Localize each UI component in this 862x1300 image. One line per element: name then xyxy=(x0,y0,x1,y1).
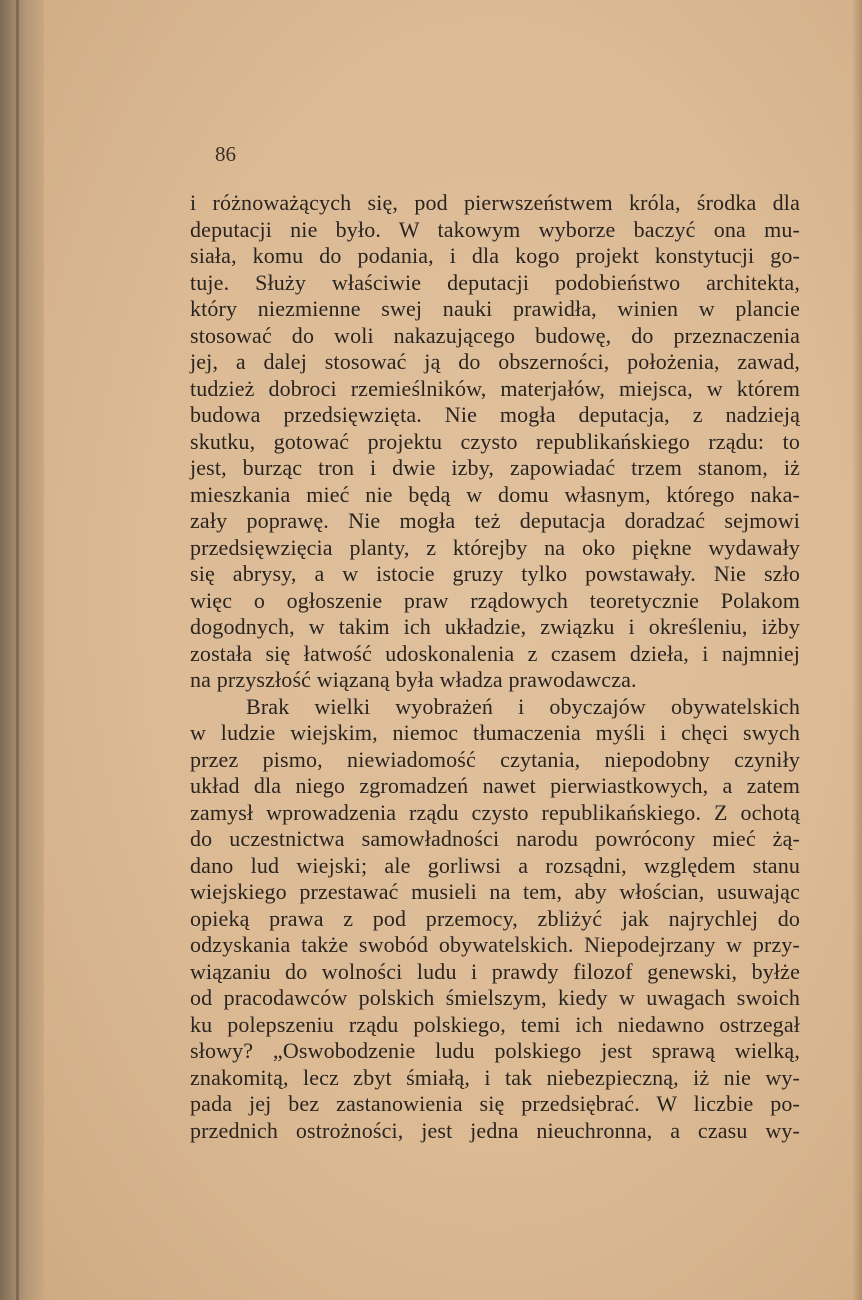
text-line: w ludzie wiejskim, niemoc tłumaczenia myśli i chęci swych xyxy=(190,720,800,745)
text-line: układ dla niego zgromadzeń nawet pierwiastkowych, a zatem xyxy=(190,773,800,798)
text-line: jest, burząc tron i dwie izby, zapowiadać trzem stanom, iż xyxy=(190,455,800,480)
text-line: zamysł wprowadzenia rządu czysto republikańskiego. Z ochotą xyxy=(190,799,800,825)
text-line: pada jej bez zastanowienia się przedsiębrać. W liczbie po- xyxy=(190,1091,800,1116)
text-line: tuje. Służy właściwie deputacji podobieństwo architekta, xyxy=(190,269,800,295)
text-line: ku polepszeniu rządu polskiego, temi ich niedawno ostrzegał xyxy=(190,1011,800,1037)
text-line: została się łatwość udoskonalenia z czasem dzieła, i najmniej xyxy=(190,640,800,666)
text-line: tudzież dobroci rzemieślników, materjałów, miejsca, w którem xyxy=(190,375,800,401)
binding-line xyxy=(16,0,19,1300)
text-line: opieką prawa z pod przemocy, zbliżyć jak najrychlej do xyxy=(190,905,800,931)
text-line: stosować do woli nakazującego budowę, do przeznaczenia xyxy=(190,322,800,348)
page-edge-shadow xyxy=(852,0,862,1300)
text-line: dano lud wiejski; ale gorliwsi a rozsądni, względem stanu xyxy=(190,852,800,878)
text-line: i różnoważących się, pod pierwszeństwem króla, środka dla xyxy=(190,190,800,215)
text-line: skutku, gotować projektu czysto republikańskiego rządu: to xyxy=(190,428,800,454)
text-line: wiązaniu do wolności ludu i prawdy filozof genewski, byłże xyxy=(190,958,800,984)
text-line: przednich ostrożności, jest jedna nieuchronna, a czasu wy- xyxy=(190,1117,800,1143)
body-text xyxy=(190,190,800,1144)
text-line: jej, a dalej stosować ją do obszerności, położenia, zawad, xyxy=(190,349,800,374)
text-line: mieszkania mieć nie będą w domu własnym, którego naka- xyxy=(190,481,800,507)
text-line: deputacji nie było. W takowym wyborze baczyć ona mu- xyxy=(190,216,800,242)
page-number: 86 xyxy=(215,142,236,166)
text-line: wiejskiego przestawać musieli na tem, aby włościan, usuwając xyxy=(190,879,800,904)
text-line-paragraph-start: Brak wielki wyobrażeń i obyczajów obywatelskich xyxy=(246,693,800,719)
text-line: który niezmienne swej nauki prawidła, winien w plancie xyxy=(190,296,800,321)
text-line: odzyskania także swobód obywatelskich. Niepodejrzany w przy- xyxy=(190,932,800,957)
text-line: siała, komu do podania, i dla kogo projekt konstytucji go- xyxy=(190,243,800,268)
text-line: znakomitą, lecz zbyt śmiałą, i tak niebezpieczną, iż nie wy- xyxy=(190,1064,800,1090)
text-line: słowy? „Oswobodzenie ludu polskiego jest sprawą wielką, xyxy=(190,1038,800,1063)
text-line: budowa przedsięwzięta. Nie mogła deputacja, z nadzieją xyxy=(190,402,800,427)
text-line: przedsięwzięcia planty, z którejby na oko piękne wydawały xyxy=(190,534,800,560)
text-line: dogodnych, w takim ich układzie, związku i określeniu, iżby xyxy=(190,614,800,639)
text-line: przez pismo, niewiadomość czytania, niepodobny czyniły xyxy=(190,746,800,772)
text-line: do uczestnictwa samowładności narodu powrócony mieć żą- xyxy=(190,826,800,851)
text-line-paragraph-end: na przyszłość wiązaną była władza prawodawcza. xyxy=(190,667,637,692)
text-line: się abrysy, a w istocie gruzy tylko powstawały. Nie szło xyxy=(190,561,800,586)
text-line: zały poprawę. Nie mogła też deputacja doradzać sejmowi xyxy=(190,508,800,533)
book-binding-edge xyxy=(0,0,45,1300)
text-line: od pracodawców polskich śmielszym, kiedy w uwagach swoich xyxy=(190,985,800,1010)
text-line: więc o ogłoszenie praw rządowych teoretycznie Polakom xyxy=(190,587,800,613)
